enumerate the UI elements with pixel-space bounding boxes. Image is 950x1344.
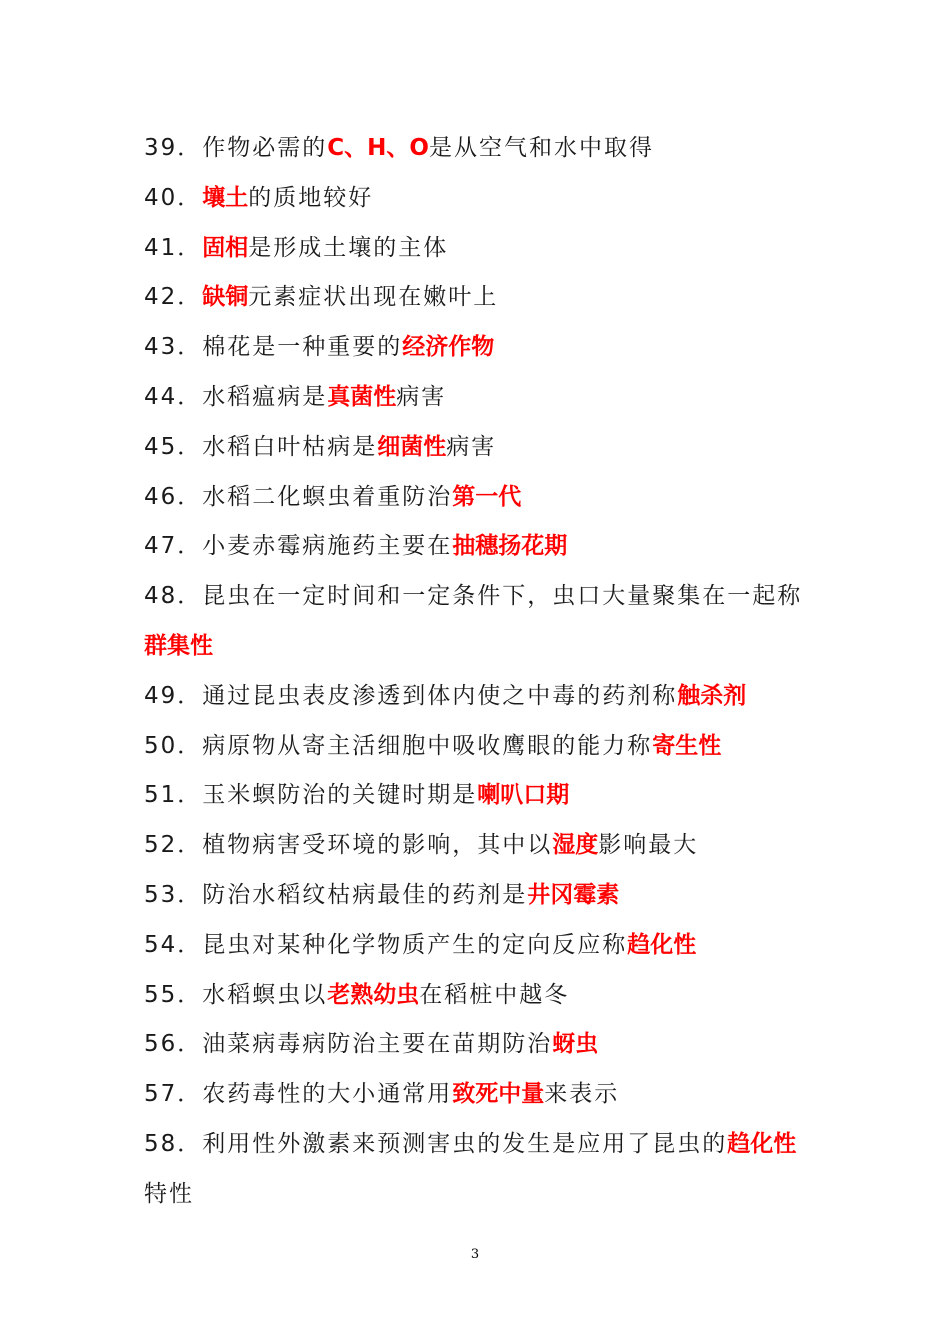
item-text: 特性	[144, 1180, 194, 1207]
item-text: 的质地较好	[248, 184, 374, 211]
list-item	[144, 373, 824, 423]
item-text: 在稻桩中越冬	[419, 981, 570, 1008]
item-text: 小麦赤霉病施药主要在	[202, 533, 453, 560]
list-item	[144, 224, 824, 274]
list-item	[144, 323, 824, 373]
answer-keyword: 经济作物	[402, 334, 495, 361]
item-number: 46．	[144, 483, 203, 510]
list-item	[144, 821, 824, 871]
item-text: 植物病害受环境的影响，其中以	[202, 832, 553, 859]
item-number: 47．	[144, 533, 203, 560]
list-item	[144, 174, 824, 224]
item-number: 51．	[144, 782, 203, 809]
item-number: 48．	[144, 583, 203, 610]
item-number: 41．	[144, 234, 203, 261]
answer-keyword: 趋化性	[727, 1130, 797, 1157]
list-item	[144, 1020, 824, 1070]
item-text: 病原物从寄主活细胞中吸收鹰眼的能力称	[202, 732, 653, 759]
list-item	[144, 473, 824, 523]
answer-keyword: 真菌性	[327, 383, 397, 410]
item-text: 水稻二化螟虫着重防治	[202, 483, 453, 510]
answer-keyword: 寄生性	[652, 732, 722, 759]
item-number: 43．	[144, 334, 203, 361]
list-item	[144, 722, 824, 772]
item-text: 棉花是一种重要的	[202, 334, 403, 361]
answer-keyword: 群集性	[144, 632, 213, 659]
page-number: 3	[470, 1247, 480, 1262]
item-number: 52．	[144, 832, 203, 859]
answer-keyword: 壤土	[202, 184, 249, 211]
list-item	[144, 522, 824, 572]
item-text: 防治水稻纹枯病最佳的药剂是	[202, 881, 528, 908]
answer-keyword: 抽穗扬花期	[452, 533, 568, 560]
item-number: 44．	[144, 383, 203, 410]
item-number: 54．	[144, 931, 203, 958]
answer-keyword: 蚜虫	[552, 1031, 599, 1058]
list-item	[144, 921, 824, 971]
item-text: 是形成土壤的主体	[248, 234, 449, 261]
item-number: 40．	[144, 184, 203, 211]
item-number: 50．	[144, 732, 203, 759]
list-item	[144, 1170, 824, 1220]
item-number: 56．	[144, 1031, 203, 1058]
list-item	[144, 622, 824, 672]
item-number: 57．	[144, 1081, 203, 1108]
list-item	[144, 1070, 824, 1120]
item-text: 是从空气和水中取得	[428, 135, 654, 161]
question-list	[144, 124, 824, 1220]
list-item	[144, 672, 824, 722]
item-text: 通过昆虫表皮渗透到体内使之中毒的药剂称	[202, 682, 678, 709]
item-number: 39．	[144, 135, 203, 161]
item-number: 49．	[144, 682, 203, 709]
list-item	[144, 771, 824, 821]
answer-keyword: 致死中量	[452, 1081, 545, 1108]
list-item	[144, 871, 824, 921]
item-text: 来表示	[544, 1081, 620, 1108]
item-text: 玉米螟防治的关键时期是	[202, 782, 478, 809]
answer-keyword: 细菌性	[377, 433, 447, 460]
item-number: 58．	[144, 1130, 203, 1157]
item-text: 水稻螟虫以	[202, 981, 328, 1008]
item-number: 53．	[144, 881, 203, 908]
list-item	[144, 1120, 824, 1170]
answer-keyword: 固相	[202, 234, 249, 261]
answer-keyword: C、H、O	[327, 135, 429, 161]
item-text: 元素症状出现在嫩叶上	[248, 284, 499, 311]
answer-keyword: 老熟幼虫	[327, 981, 420, 1008]
item-text: 昆虫在一定时间和一定条件下，虫口大量聚集在一起称	[202, 583, 803, 610]
answer-keyword: 触杀剂	[677, 682, 747, 709]
item-number: 42．	[144, 284, 203, 311]
list-item	[144, 124, 824, 174]
item-text: 影响最大	[598, 832, 699, 859]
answer-keyword: 湿度	[552, 832, 599, 859]
item-text: 油菜病毒病防治主要在苗期防治	[202, 1031, 553, 1058]
answer-keyword: 缺铜	[202, 284, 249, 311]
answer-keyword: 趋化性	[627, 931, 697, 958]
answer-keyword: 井冈霉素	[527, 881, 620, 908]
list-item	[144, 971, 824, 1021]
item-text: 作物必需的	[202, 135, 328, 161]
item-text: 病害	[396, 383, 447, 410]
item-text: 农药毒性的大小通常用	[202, 1081, 453, 1108]
answer-keyword: 喇叭口期	[477, 782, 570, 809]
list-item	[144, 423, 824, 473]
list-item	[144, 572, 824, 622]
item-text: 病害	[446, 433, 497, 460]
list-item	[144, 273, 824, 323]
item-text: 水稻白叶枯病是	[202, 433, 378, 460]
item-text: 利用性外激素来预测害虫的发生是应用了昆虫的	[202, 1130, 728, 1157]
item-number: 45．	[144, 433, 203, 460]
answer-keyword: 第一代	[452, 483, 522, 510]
item-number: 55．	[144, 981, 203, 1008]
item-text: 水稻瘟病是	[202, 383, 328, 410]
item-text: 昆虫对某种化学物质产生的定向反应称	[202, 931, 628, 958]
